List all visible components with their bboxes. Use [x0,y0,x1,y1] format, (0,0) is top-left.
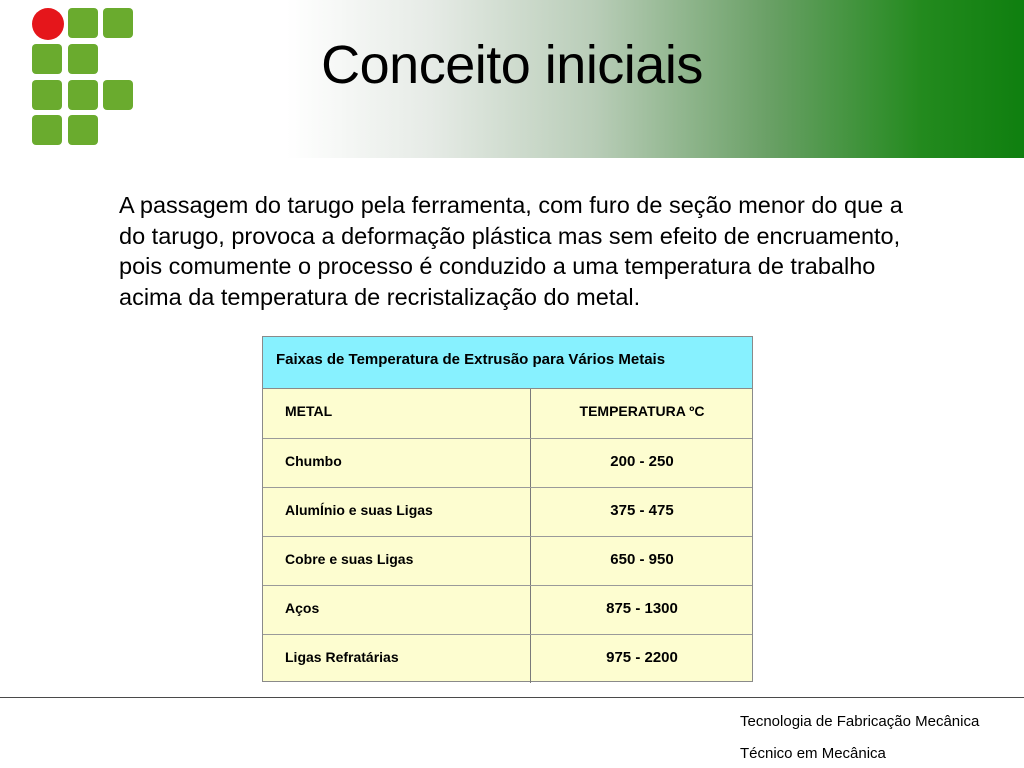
table-header-row [263,389,752,438]
table-row [263,487,752,536]
footer-program: Técnico em Mecânica [740,745,886,762]
slide-title: Conceito iniciais [321,35,703,95]
temperature-cell: 200 - 250 [610,453,674,470]
temperature-cell: 650 - 950 [610,551,674,568]
logo-square [32,115,62,145]
footer-course: Tecnologia de Fabricação Mecânica [740,713,980,730]
table-row [263,536,752,585]
header-temperature: TEMPERATURA ºC [579,403,705,419]
temperature-table [262,336,753,682]
table-caption: Faixas de Temperatura de Extrusão para Vários Metais [263,337,752,389]
footer-divider [0,697,1024,698]
temperature-cell: 975 - 2200 [606,649,678,666]
body-paragraph: A passagem do tarugo pela ferramenta, com furo de seção menor do que a do tarugo, provoca a deformação plástica mas sem efeito de encruamento, pois comumente o processo é conduzido a uma temperatura de trabalho acima da temperatura de recristalização do metal. [119,192,903,310]
table-row [263,634,752,683]
header-banner [0,0,1024,158]
header-metal: METAL [285,403,333,419]
temperature-cell: 875 - 1300 [606,600,678,617]
metal-cell: Ligas Refratárias [285,649,399,665]
metal-cell: Aços [285,600,320,616]
table-row [263,585,752,634]
temperature-cell: 375 - 475 [610,502,674,519]
table-row [263,438,752,487]
logo-square [68,115,98,145]
metal-cell: Chumbo [285,453,342,469]
metal-cell: AlumÍnio e suas Ligas [285,502,433,518]
metal-cell: Cobre e suas Ligas [285,551,414,567]
